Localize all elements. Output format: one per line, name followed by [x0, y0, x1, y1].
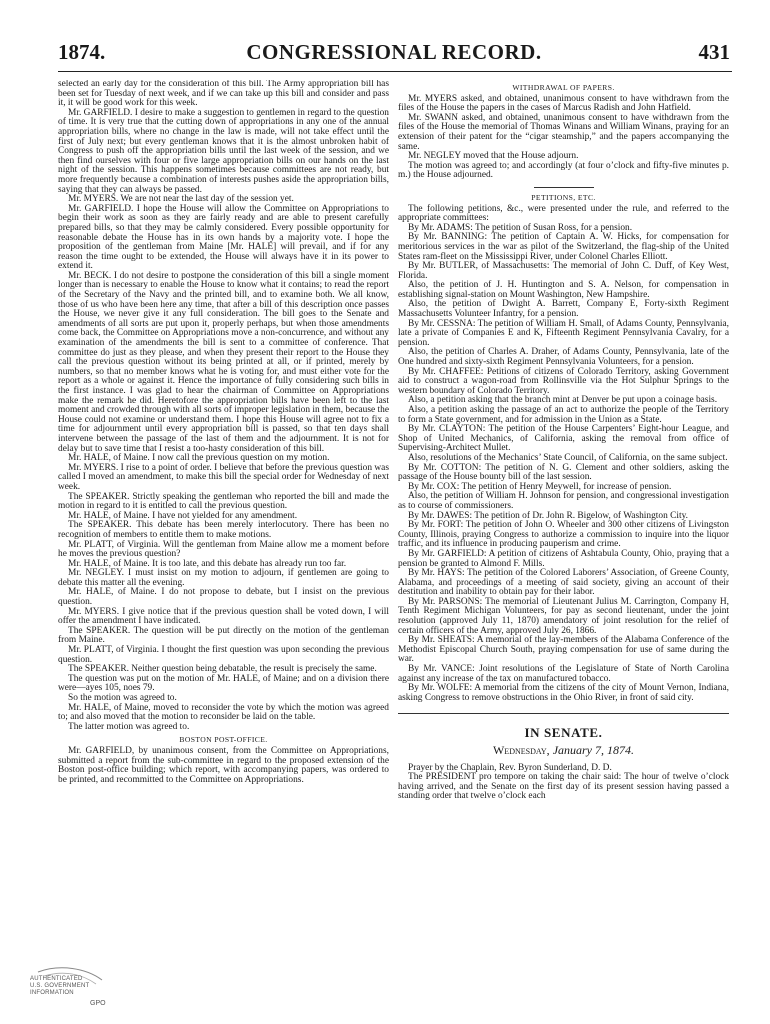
paragraph: The SPEAKER. The question will be put directly on the motion of the gentleman from Maine. — [58, 625, 389, 646]
paragraph: Mr. MYERS. I give notice that if the previous question shall be voted down, I will offer the amendment I have indicated. — [58, 606, 389, 627]
paragraph: By Mr. COTTON: The petition of N. G. Clement and other soldiers, asking the passage of the House bounty bill of the last session. — [398, 462, 729, 483]
paragraph: Mr. MYERS. I rise to a point of order. I believe that before the previous question was called I moved an amendment, to make this bill the special order for Wednesday of next week. — [58, 462, 389, 492]
left-paragraphs-top — [58, 80, 389, 732]
section-heading-boston: BOSTON POST-OFFICE. — [179, 735, 268, 745]
paragraph: Mr. HALE, of Maine. I do not propose to debate, but I insist on the previous question. — [58, 587, 389, 608]
paragraph: Mr. GARFIELD, by unanimous consent, from the Committee on Appropriations, submitted a report from the sub-committee in regard to the proposed extension of the Boston post-office building; which report, with accompanying papers, was ordered to be printed, and recommitted to the Committee on Appropriations. — [58, 745, 389, 785]
left-column — [58, 80, 389, 990]
paragraph: Mr. BECK. I do not desire to postpone the consideration of this bill a single moment longer than is necessary to enable the House to know what it contains; to read the report of the Secretary of the Navy and the printed bill, and to examine both. We all know, those of us who have been here any time, that after a bill of this description once passes the House, we never give it any full consideration. The bill goes to the Senate and amendments of all sorts are put upon it, properly perhaps, but when those amendments come back, the Committee on Appropriations move a non-concurrence, and without any examination of the amendments the bill is sent to a committee of conference. That committee do just as they please, and when they present their report to the House they call the previous question without its being printed at all, or if printed, merely by numbers, so that no member knows what he is voting for, and must either vote for the report as a whole or against it. Hence the importance of fully considering such bills in the first instance. I was glad to hear the chairman of Committee on Appropriations make the remark he did. Heretofore the appropriation bills have been left to the last moment and crowded through with all sorts of improper legislation in them, because the House could not examine or understand them. I hope this House will agree not to fix a time for adjournment until every appropriation bill is passed, so that ten days shall intervene between the passage of the last of them and the adjournment. It is not for delay but to save time that I resist a too-hasty consideration of this bill. — [58, 270, 389, 454]
header-rule — [58, 71, 732, 72]
right-column — [398, 80, 729, 990]
page-header — [58, 38, 730, 68]
paragraph: By Mr. ADAMS: The petition of Susan Ross, for a pension. — [408, 222, 633, 233]
paragraph: The SPEAKER. Strictly speaking the gentleman who reported the bill and made the motion in regard to it is entitled to call the previous question. — [58, 491, 389, 512]
section-heading-withdrawal: WITHDRAWAL OF PAPERS. — [512, 83, 615, 92]
paragraph: Also, a petition asking that the branch mint at Denver be put upon a coinage basis. — [408, 395, 718, 406]
senate-date-month: January 7, 1874. — [552, 743, 635, 757]
paragraph: By Mr. COX: The petition of Henry Meywell, for increase of pension. — [408, 481, 672, 492]
stamp-line-3: INFORMATION — [30, 990, 74, 996]
right-paragraphs-senate — [398, 764, 729, 802]
paragraph: Mr. GARFIELD. I desire to make a suggestion to gentlemen in regard to the question of time. It is very true that the cutting down of appropriations in any one of the annual appropriation bills, where no change in the law is made, will not take effect until the first of July next; but every gentleman knows that it is the almost unbroken habit of Congress to push off the appropriation bills until the last week of the session, and we then find ourselves with four or five large appropriation bills on our hands on the last night of the session. This happens sometimes because committees are not ready, but more frequently because a combination of interests pushes aside the appropriation bills, saying that they can always be passed. — [58, 107, 389, 195]
header-year: 1874. — [58, 40, 106, 64]
paragraph: By Mr. FORT: The petition of John O. Wheeler and 300 other citizens of Livingston County, Illinois, praying Congress to authorize a commission to inquire into the liquor traffic, and its influence in producing pauperism and crime. — [398, 520, 729, 550]
paragraph: Also, resolutions of the Mechanics’ State Council, of California, on the same subject. — [408, 452, 728, 463]
paragraph: By Mr. CLAYTON: The petition of the House Carpenters’ Eight-hour League, and Shop of United Mechanics, of California, asking the removal from office of Supervising-Architect Mullet. — [398, 424, 729, 454]
section-heading-petitions: PETITIONS, ETC. — [531, 192, 596, 202]
paragraph: Mr. HALE, of Maine. I now call the previous question on my motion. — [68, 453, 330, 464]
paragraph: By Mr. SHEATS: A memorial of the lay-members of the Alabama Conference of the Methodist Episcopal Church South, praying compensation for use of same during the war. — [398, 635, 729, 665]
paragraph: Mr. HALE, of Maine. I have not yielded for any amendment. — [68, 510, 298, 521]
paragraph: Mr. PLATT, of Virginia. Will the gentleman from Maine allow me a moment before he moves the previous question? — [58, 539, 389, 560]
senate-rule — [398, 713, 729, 714]
paragraph: The SPEAKER. This debate has been merely interlocutory. There has been no recognition of members to entitle them to make motions. — [58, 520, 389, 540]
paragraph: Also, the petition of William H. Johnson for pension, and congressional investigation as to course of commissioners. — [398, 491, 729, 511]
paragraph: By Mr. CHAFFEE: Petitions of citizens of Colorado Territory, asking Government aid to construct a wagon-road from Rollinsville via the Hot Sulphur Springs to the western boundary of Colorado Territory. — [398, 366, 729, 396]
paragraph: By Mr. PARSONS: The memorial of Lieutenant Julius M. Carrington, Company H, Tenth Regiment Michigan Volunteers, for pay as second lieutenant, under the joint resolution (approved July 11, 1870) amendatory of joint resolution for the relief of certain officers of the Army, approved July 26, 1866. — [398, 596, 729, 636]
paragraph: The question was put on the motion of Mr. HALE, of Maine; and on a division there were—ayes 105, noes 79. — [58, 673, 389, 694]
senate-date-day: Wednesday, — [492, 743, 550, 757]
paragraph: So the motion was agreed to. — [68, 693, 177, 703]
paragraph: Mr. PLATT, of Virginia. I thought the first question was upon seconding the previous question. — [58, 645, 389, 665]
paragraph: By Mr. CESSNA: The petition of William H. Small, of Adams County, Pennsylvania, late a private of Companies E and K, Fifteenth Regiment Pennsylvania Cavalry, for a pension. — [398, 318, 729, 348]
paragraph: The following petitions, &c., were presented under the rule, and referred to the appropriate committees: — [398, 203, 729, 224]
paragraph: The latter motion was agreed to. — [68, 721, 190, 732]
paragraph: Mr. MYERS asked, and obtained, unanimous consent to have withdrawn from the files of the House the papers in the cases of Marcus Radish and John Hatfield. — [398, 93, 729, 114]
stamp-line-2: U.S. GOVERNMENT — [30, 983, 90, 989]
left-paragraphs-boston — [58, 747, 389, 785]
header-title: CONGRESSIONAL RECORD. — [246, 40, 542, 64]
paragraph: By Mr. GARFIELD: A petition of citizens of Ashtabula County, Ohio, praying that a pension be granted to Almond F. Mills. — [398, 548, 729, 569]
paragraph: Mr. SWANN asked, and obtained, unanimous consent to have withdrawn from the files of the House the memorial of Thomas Winans and William Winans, praying for an extension of their patent for the “cigar steamship,” and the papers accompanying the same. — [398, 112, 729, 152]
paragraph: Mr. HALE, of Maine, moved to reconsider the vote by which the motion was agreed to; and also moved that the motion to reconsider be laid on the table. — [58, 702, 389, 723]
paragraph: Also, a petition asking the passage of an act to authorize the people of the Territory to form a State government, and for admission in the Union as a State. — [398, 405, 729, 425]
paragraph: Mr. NEGLEY. I must insist on my motion to adjourn, if gentlemen are going to debate this matter all the evening. — [58, 568, 389, 588]
paragraph: Also, the petition of J. H. Huntington and S. A. Nelson, for compensation in establishing signal-station on Mount Washington, New Hampshire. — [398, 280, 729, 300]
paragraph: By Mr. BANNING: The petition of Captain A. W. Hicks, for compensation for meritorious services in the war as pilot of the Switzerland, the flag-ship of the United States ram-fleet on the Mississippi River, under Colonel Charles Elliott. — [398, 232, 729, 262]
paragraph: Mr. HALE, of Maine. It is too late, and this debate has already run too far. — [68, 558, 347, 569]
paragraph: By Mr. BUTLER, of Massachusetts: The memorial of John C. Duff, of Key West, Florida. — [398, 261, 729, 281]
paragraph: By Mr. WOLFE: A memorial from the citizens of the city of Mount Vernon, Indiana, asking Congress to remove obstructions in the Ohio River, in front of said city. — [398, 683, 729, 703]
senate-date — [398, 743, 729, 757]
section-divider — [534, 187, 594, 188]
senate-heading: IN SENATE. — [524, 725, 603, 741]
right-paragraphs-withdrawal — [398, 95, 729, 181]
paragraph: Mr. GARFIELD. I hope the House will allow the Committee on Appropriations to begin their work as soon as they are fairly ready and are able to present carefully prepared bills, so that they may be calmly considered. Every possible opportunity for reasonable debate the House has in its own hands by a majority vote. I hope the proposition of the gentleman from Maine [Mr. HALE] will prevail, and if for any reason the time ought to be extended, the House will always have it in its power to extend it. — [58, 203, 389, 272]
paragraph: selected an early day for the consideration of this bill. The Army appropriation bill has been set for Tuesday of next week, and if we can take up this bill and consider and pass it, it will be good work for this week. — [58, 80, 389, 109]
gpo-authentication-stamp — [30, 966, 110, 1012]
paragraph: The SPEAKER. Neither question being debatable, the result is precisely the same. — [68, 664, 377, 675]
paragraph: By Mr. HAYS: The petition of the Colored Laborers’ Association, of Greene County, Alabama, and proceedings of a meeting of said society, giving an account of their destitution and inability to obtain pay for their labor. — [398, 568, 729, 598]
paragraph: By Mr. DAWES: The petition of Dr. John R. Bigelow, of Washington City. — [408, 510, 688, 521]
paragraph: Also, the petition of Charles A. Draher, of Adams County, Pennsylvania, late of the One hundred and sixty-sixth Regiment Pennsylvania Volunteers, for a pension. — [398, 347, 729, 368]
paragraph: Mr. NEGLEY moved that the House adjourn. — [408, 151, 579, 162]
paragraph: Also, the petition of Dwight A. Barrett, Company E, Forty-sixth Regiment Massachusetts Volunteer Infantry, for a pension. — [398, 299, 729, 320]
right-paragraphs-petitions — [398, 205, 729, 704]
page-number: 431 — [698, 40, 730, 64]
paragraph: Mr. MYERS. We are not near the last day of the session yet. — [68, 194, 294, 205]
stamp-gpo-mark: GPO — [90, 1000, 106, 1007]
paragraph: The motion was agreed to; and accordingly (at four o’clock and fifty-five minutes p. m.) the House adjourned. — [398, 160, 729, 181]
stamp-line-1: AUTHENTICATED — [30, 976, 83, 982]
paragraph: By Mr. VANCE: Joint resolutions of the Legislature of State of North Carolina against any increase of the tax on manufactured tobacco. — [398, 664, 729, 684]
paragraph: Prayer by the Chaplain, Rev. Byron Sunderland, D. D. — [408, 762, 612, 773]
paragraph: The PRESIDENT pro tempore on taking the chair said: The hour of twelve o’clock having arrived, and the Senate on the first day of its present session having passed a standing order that twelve o’clock each — [398, 772, 729, 802]
